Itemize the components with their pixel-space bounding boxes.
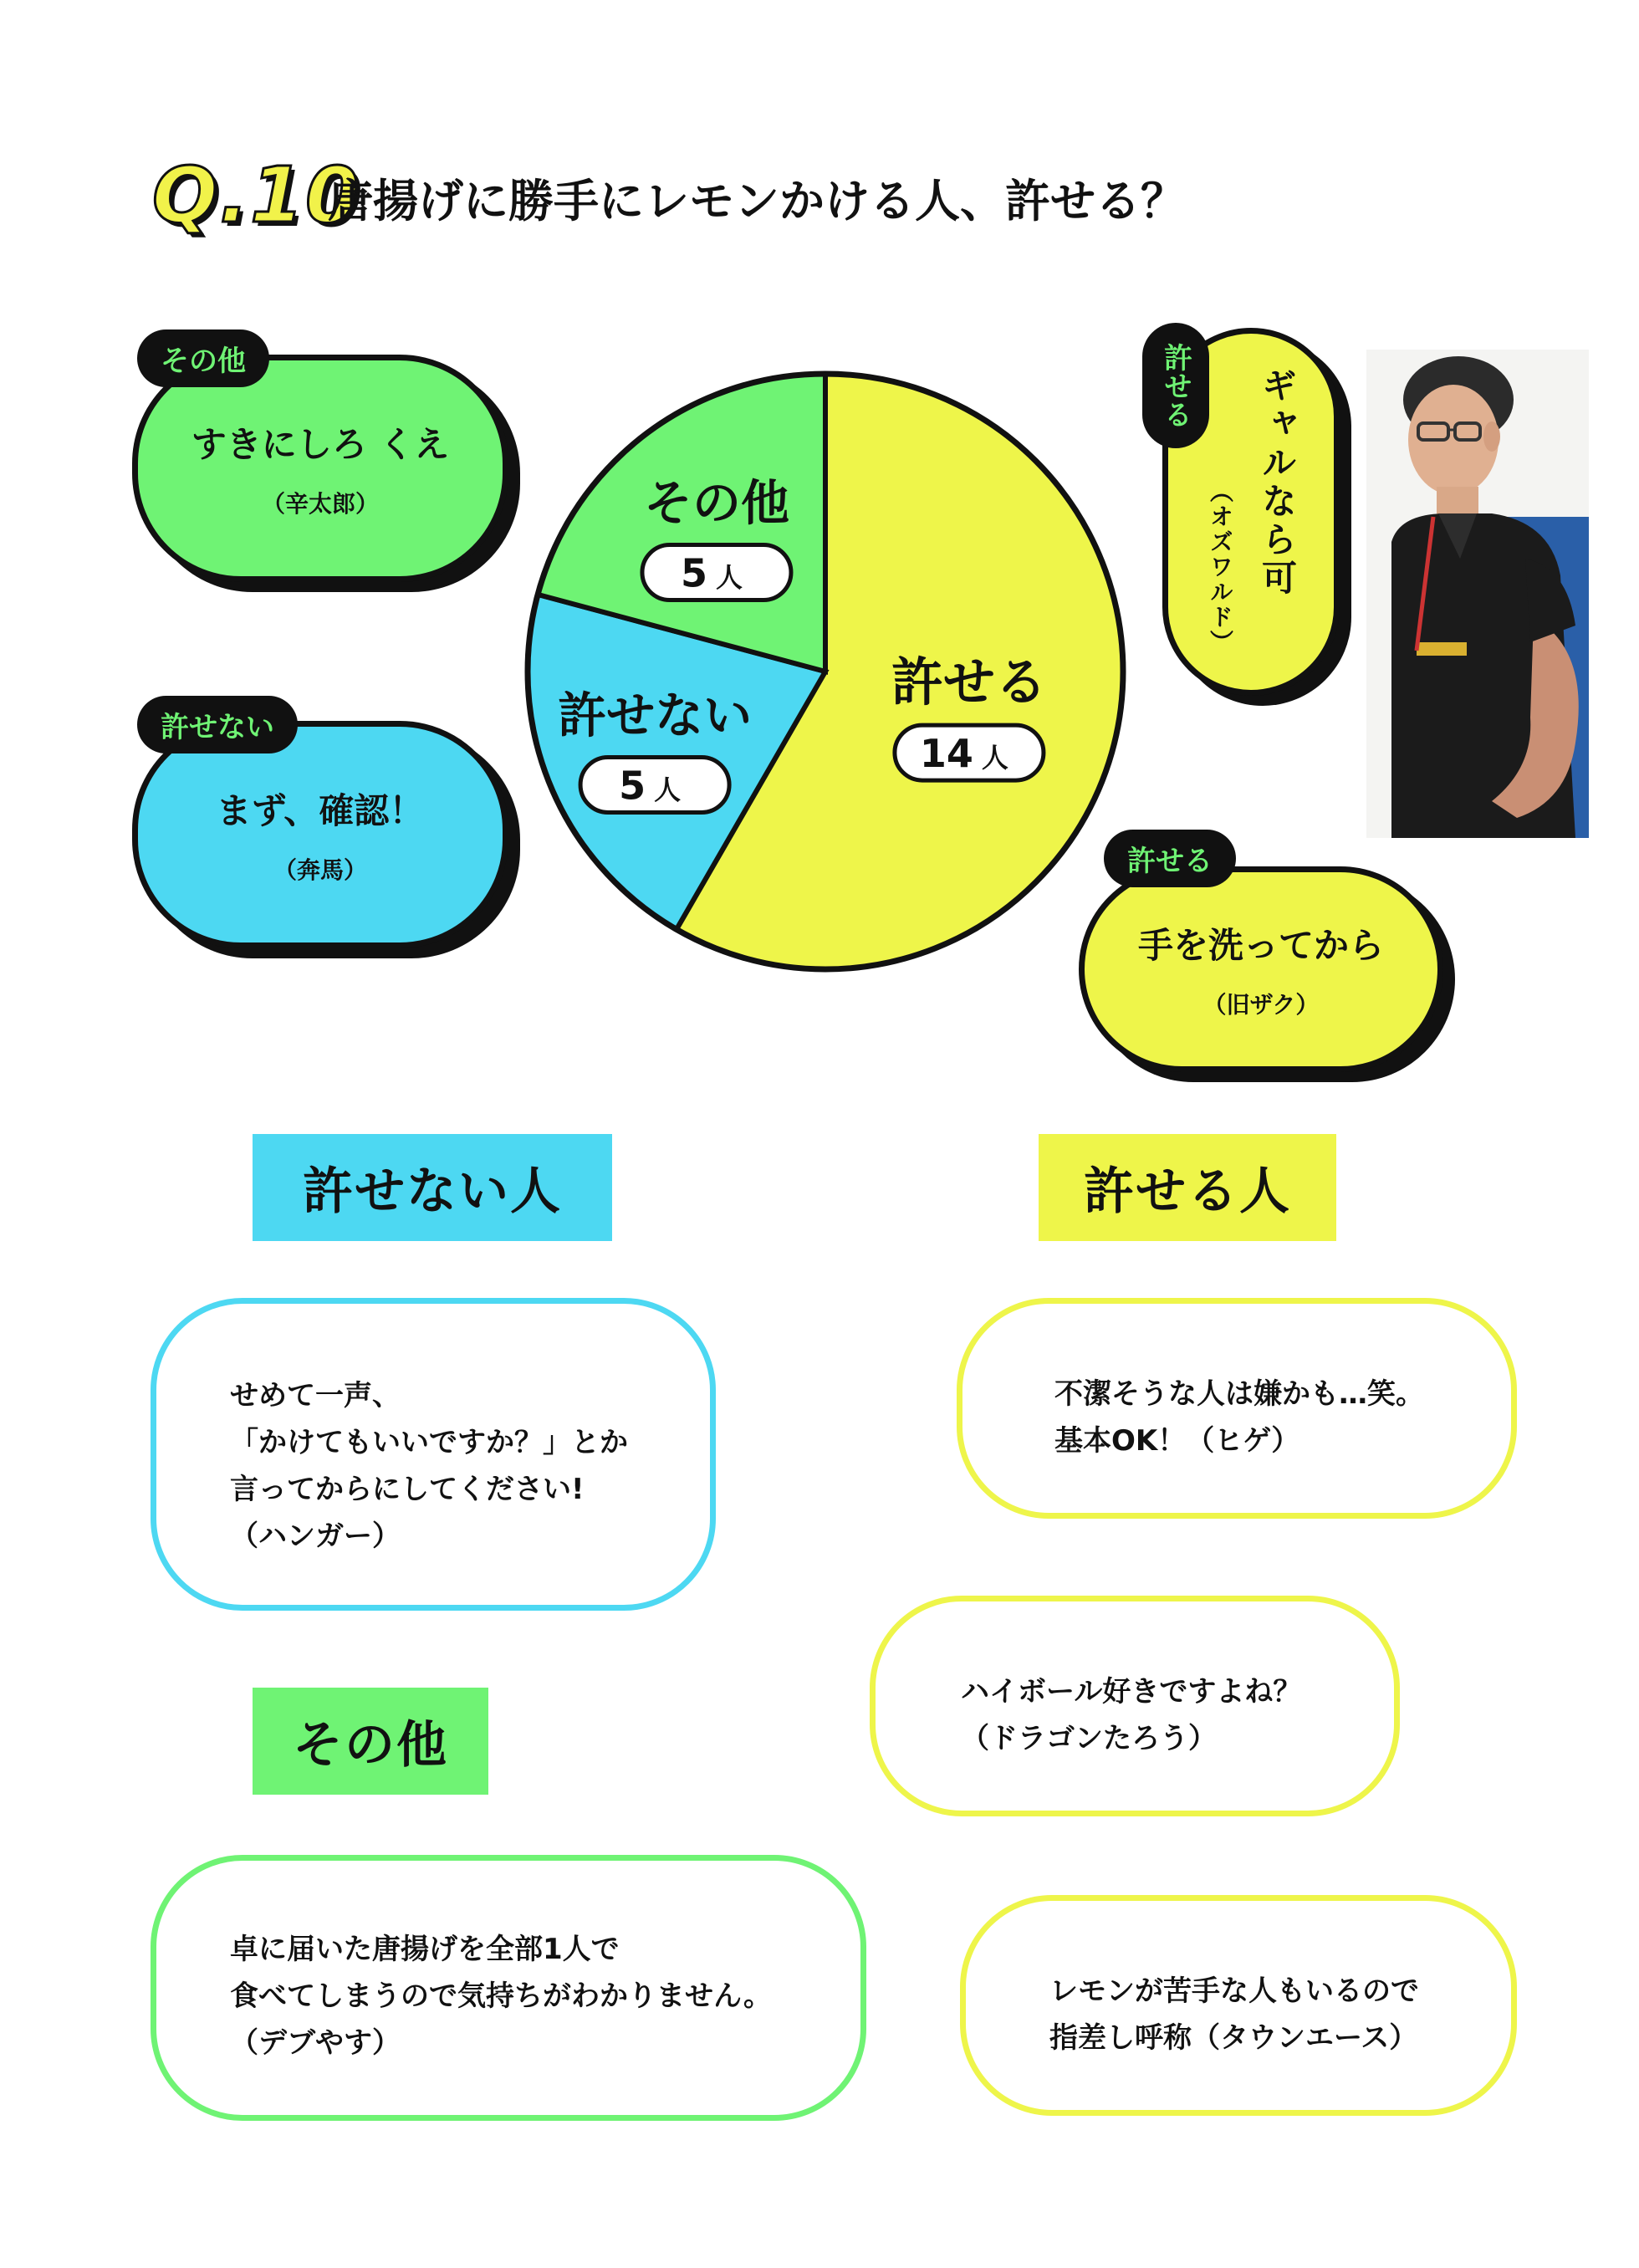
bubble-other-sub: （辛太郎） (261, 490, 379, 518)
pie-chart (520, 366, 1131, 977)
bubble-other-main: すきにしろ くえ (191, 424, 450, 465)
comment-line: （ドラゴンたろう） (961, 1722, 1217, 1755)
comment-line: せめて一声、 (230, 1379, 401, 1412)
bubble-ok1-main: ギャルなら可 (1257, 367, 1298, 598)
comment-ok-1 (957, 1298, 1517, 1519)
bubble-ng-main: まず、確認！ (216, 790, 425, 831)
question-title: 唐揚げに勝手にレモンかける人、許せる？ (328, 175, 1186, 227)
pie-label-0: 許せる (891, 651, 1047, 713)
pie-value-0: 14 人 (919, 731, 1008, 777)
comment-line: 「かけてもいいですか？」とか (230, 1426, 628, 1459)
pie-label-1: 許せない (558, 687, 753, 744)
section-heading-ng: 許せない人 (253, 1134, 612, 1241)
bubble-ok1-tag: 許せる (1142, 323, 1209, 448)
section-heading-other: その他 (253, 1688, 488, 1795)
comment-ok-2 (870, 1596, 1400, 1816)
bubble-ng-sub: （奔馬） (273, 856, 367, 884)
bubble-other (132, 355, 508, 582)
comment-other-1 (151, 1855, 866, 2121)
comment-line: 不潔そうな人は嫌かも…笑。 (1054, 1377, 1424, 1411)
bubble-ok2-tag: 許せる (1104, 830, 1236, 887)
question-number: Q.10 (152, 151, 361, 240)
person-photo (1366, 350, 1589, 838)
comment-ng-1 (151, 1298, 716, 1611)
bubble-ng (132, 721, 508, 948)
comment-line: 基本OK！（ヒゲ） (1054, 1424, 1300, 1458)
comment-line: 食べてしまうので気持ちがわかりません。 (230, 1979, 773, 2013)
comment-line: 言ってからにしてください! (230, 1473, 585, 1506)
comment-line: 卓に届いた唐揚げを全部1人で (230, 1933, 620, 1966)
pie-value-1: 5 人 (619, 763, 682, 809)
bubble-ok2-main: 手を洗ってから (1137, 925, 1384, 966)
comment-line: 指差し呼称（タウンエース） (1049, 2021, 1418, 2055)
comment-ok-3 (960, 1895, 1517, 2116)
pie-value-2: 5 人 (680, 550, 743, 596)
bubble-ok2-sub: （旧ザク） (1202, 991, 1320, 1019)
comment-line: ハイボール好きですよね？ (961, 1675, 1302, 1709)
bubble-ng-tag: 許せない (137, 696, 298, 753)
pie-label-2: その他 (643, 474, 789, 532)
bubble-other-tag: その他 (137, 329, 269, 387)
section-heading-ok: 許せる人 (1039, 1134, 1336, 1241)
bubble-ok1-sub: （オズワルド） (1207, 479, 1234, 655)
comment-line: （ハンガー） (230, 1520, 401, 1553)
bubble-ok2 (1079, 866, 1443, 1072)
comment-line: （デブやす） (230, 2026, 401, 2060)
comment-line: レモンが苦手な人もいるので (1049, 1974, 1419, 2008)
